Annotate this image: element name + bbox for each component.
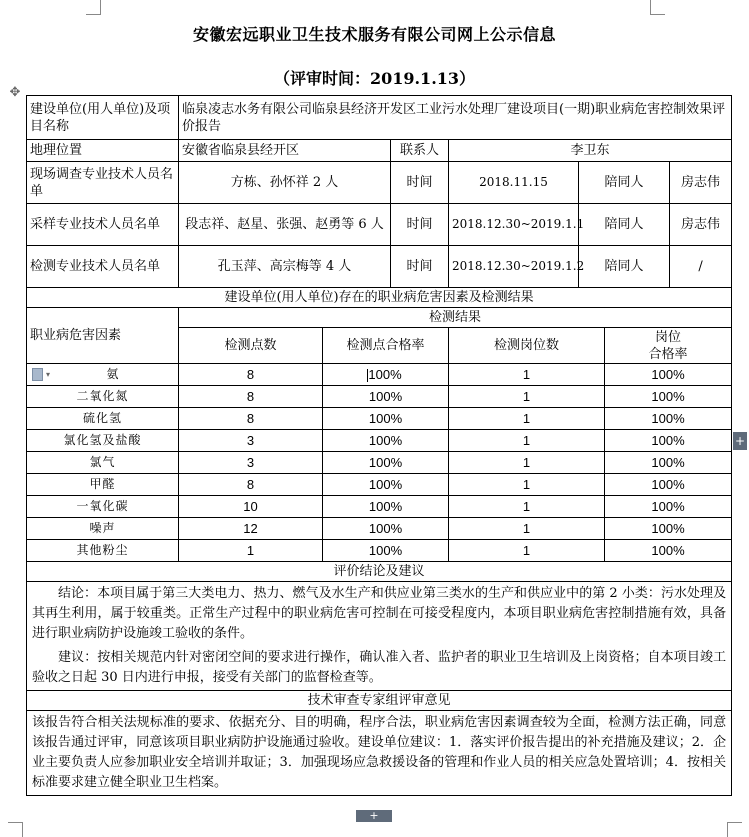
hazard-row (27, 430, 732, 452)
hazard-row (27, 452, 732, 474)
personnel-names: 方栋、孙怀祥 2 人 (179, 162, 391, 204)
info-table (26, 95, 732, 796)
location-row (27, 140, 732, 162)
hazard-point-rate: 100% (323, 518, 449, 540)
hazard-points: 8 (179, 474, 323, 496)
hazard-post-rate: 100% (605, 408, 732, 430)
personnel-label: 采样专业技术人员名单 (27, 204, 179, 246)
location-value: 安徽省临泉县经开区 (179, 140, 391, 162)
hazard-name: 硫化氢 (27, 408, 179, 430)
hazard-name-cell (27, 364, 179, 386)
hazard-points: 3 (179, 452, 323, 474)
hazard-section-title: 建设单位(用人单位)存在的职业病危害因素及检测结果 (27, 288, 732, 308)
hazard-name: 其他粉尘 (27, 540, 179, 562)
hazard-post-rate: 100% (605, 496, 732, 518)
conclusion-cell (27, 582, 732, 691)
crop-mark-bottom-right (727, 822, 742, 837)
dropdown-caret-icon[interactable]: ▾ (46, 370, 52, 379)
conclusion-section-title: 评价结论及建议 (27, 562, 732, 582)
hazard-posts: 1 (449, 364, 605, 386)
hazard-row (27, 518, 732, 540)
add-column-handle-icon[interactable]: + (734, 434, 746, 448)
col-post-rate-line2: 合格率 (648, 346, 688, 362)
personnel-names: 孔玉萍、高宗梅等 4 人 (179, 246, 391, 288)
hazard-point-rate: 100% (323, 540, 449, 562)
hazard-row (27, 364, 732, 386)
accompany-value: 房志伟 (670, 204, 732, 246)
add-row-handle-icon[interactable]: + (356, 810, 392, 822)
paste-document-icon[interactable] (32, 368, 43, 381)
hazard-point-rate: 100% (323, 474, 449, 496)
col-posts-header: 检测岗位数 (449, 328, 605, 364)
personnel-names: 段志祥、赵星、张强、赵勇等 6 人 (179, 204, 391, 246)
personnel-row-testing (27, 246, 732, 288)
paste-options-control[interactable] (30, 366, 51, 383)
hazard-points: 8 (179, 364, 323, 386)
factor-header: 职业病危害因素 (27, 308, 179, 364)
hazard-row (27, 540, 732, 562)
personnel-row-sampling (27, 204, 732, 246)
accompany-value: / (670, 246, 732, 288)
hazard-post-rate: 100% (605, 364, 732, 386)
review-time: （评审时间：2019.1.13） (273, 69, 476, 88)
hazard-points: 8 (179, 386, 323, 408)
contact-label: 联系人 (391, 140, 449, 162)
review-cell (27, 711, 732, 796)
review-row (27, 711, 732, 796)
hazard-point-rate: 100% (323, 452, 449, 474)
hazard-points: 3 (179, 430, 323, 452)
time-label: 时间 (391, 246, 449, 288)
hazard-point-rate: 100% (323, 408, 449, 430)
hazard-section-header (27, 288, 732, 308)
hazard-post-rate: 100% (605, 474, 732, 496)
review-header (27, 691, 732, 711)
hazard-point-rate: 100% (323, 386, 449, 408)
time-value: 2018.11.15 (449, 162, 579, 204)
crop-mark-top-right (650, 0, 665, 15)
hazard-post-rate: 100% (605, 540, 732, 562)
conclusion-row (27, 582, 732, 691)
hazard-point-rate: 100% (323, 430, 449, 452)
unit-label: 建设单位(用人单位)及项目名称 (27, 96, 179, 140)
hazard-posts: 1 (449, 408, 605, 430)
accompany-label: 陪同人 (579, 162, 670, 204)
hazard-name: 甲醛 (27, 474, 179, 496)
hazard-name: 氯化氢及盐酸 (27, 430, 179, 452)
hazard-name: 氨 (106, 367, 120, 381)
accompany-label: 陪同人 (579, 204, 670, 246)
hazard-point-rate: 100% (323, 496, 449, 518)
hazard-point-rate: 100% (368, 367, 402, 382)
hazard-row (27, 496, 732, 518)
conclusion-header (27, 562, 732, 582)
unit-row (27, 96, 732, 140)
document-title: 安徽宏远职业卫生技术服务有限公司网上公示信息 (192, 25, 556, 44)
col-points-header: 检测点数 (179, 328, 323, 364)
hazard-name: 二氧化氮 (27, 386, 179, 408)
hazard-name: 氯气 (27, 452, 179, 474)
col-post-rate-header (605, 328, 732, 364)
hazard-header-row-1 (27, 308, 732, 328)
advice-text: 建议：按相关规范内针对密闭空间的要求进行操作，确认准入者、监护者的职业卫生培训及上岗资格；自本项目竣工验收之日起 30 日内进行申报，接受有关部门的监督检查等。 (32, 650, 727, 685)
hazard-point-rate-cell[interactable] (323, 364, 449, 386)
hazard-posts: 1 (449, 540, 605, 562)
hazard-post-rate: 100% (605, 452, 732, 474)
personnel-label: 检测专业技术人员名单 (27, 246, 179, 288)
hazard-posts: 1 (449, 474, 605, 496)
col-point-rate-header: 检测点合格率 (323, 328, 449, 364)
unit-value: 临泉凌志水务有限公司临泉县经济开发区工业污水处理厂建设项目(一期)职业病危害控制效果评价报告 (179, 96, 732, 140)
table-move-handle-icon[interactable]: ✥ (9, 85, 21, 100)
hazard-posts: 1 (449, 386, 605, 408)
hazard-posts: 1 (449, 518, 605, 540)
hazard-post-rate: 100% (605, 430, 732, 452)
hazard-points: 12 (179, 518, 323, 540)
time-value: 2018.12.30~2019.1.1 (449, 204, 579, 246)
location-label: 地理位置 (27, 140, 179, 162)
hazard-name: 噪声 (27, 518, 179, 540)
hazard-posts: 1 (449, 430, 605, 452)
hazard-points: 1 (179, 540, 323, 562)
crop-mark-top-left (86, 0, 101, 15)
accompany-label: 陪同人 (579, 246, 670, 288)
review-text: 该报告符合相关法规标准的要求、依据充分、目的明确，程序合法，职业病危害因素调查较为全面，检测方法正确，同意该报告通过评审，同意该项目职业病防护设施通过验收。建设单位建议：1．落实评价报告提出的补充措施及建议；2．企业主要负责人应参加职业安全培训并取证；3．加强现场应急救援设备的管理和作业人员的相关应急处置培训；4．按相关标准要求建立健全职业卫生档案。 (32, 715, 727, 790)
hazard-row (27, 474, 732, 496)
personnel-label: 现场调查专业技术人员名单 (27, 162, 179, 204)
hazard-row (27, 408, 732, 430)
hazard-row (27, 386, 732, 408)
personnel-row-survey (27, 162, 732, 204)
hazard-posts: 1 (449, 496, 605, 518)
conclusion-text: 结论：本项目属于第三大类电力、热力、燃气及水生产和供应业第三类水的生产和供应业中的第 2 小类：污水处理及其再生利用，属于较重类。正常生产过程中的职业病危害可控制在可接受程度内，本项目职业病危害控制措施有效，具备进行职业病防护设施竣工验收的条件。 (32, 586, 727, 641)
hazard-points: 10 (179, 496, 323, 518)
hazard-post-rate: 100% (605, 386, 732, 408)
time-value: 2018.12.30~2019.1.2 (449, 246, 579, 288)
hazard-name: 一氧化碳 (27, 496, 179, 518)
col-post-rate-line1: 岗位 (655, 329, 682, 345)
hazard-posts: 1 (449, 452, 605, 474)
time-label: 时间 (391, 162, 449, 204)
contact-value: 李卫东 (449, 140, 732, 162)
crop-mark-bottom-left (8, 822, 23, 837)
result-header: 检测结果 (179, 308, 732, 328)
accompany-value: 房志伟 (670, 162, 732, 204)
time-label: 时间 (391, 204, 449, 246)
hazard-post-rate: 100% (605, 518, 732, 540)
hazard-points: 8 (179, 408, 323, 430)
review-section-title: 技术审查专家组评审意见 (27, 691, 732, 711)
